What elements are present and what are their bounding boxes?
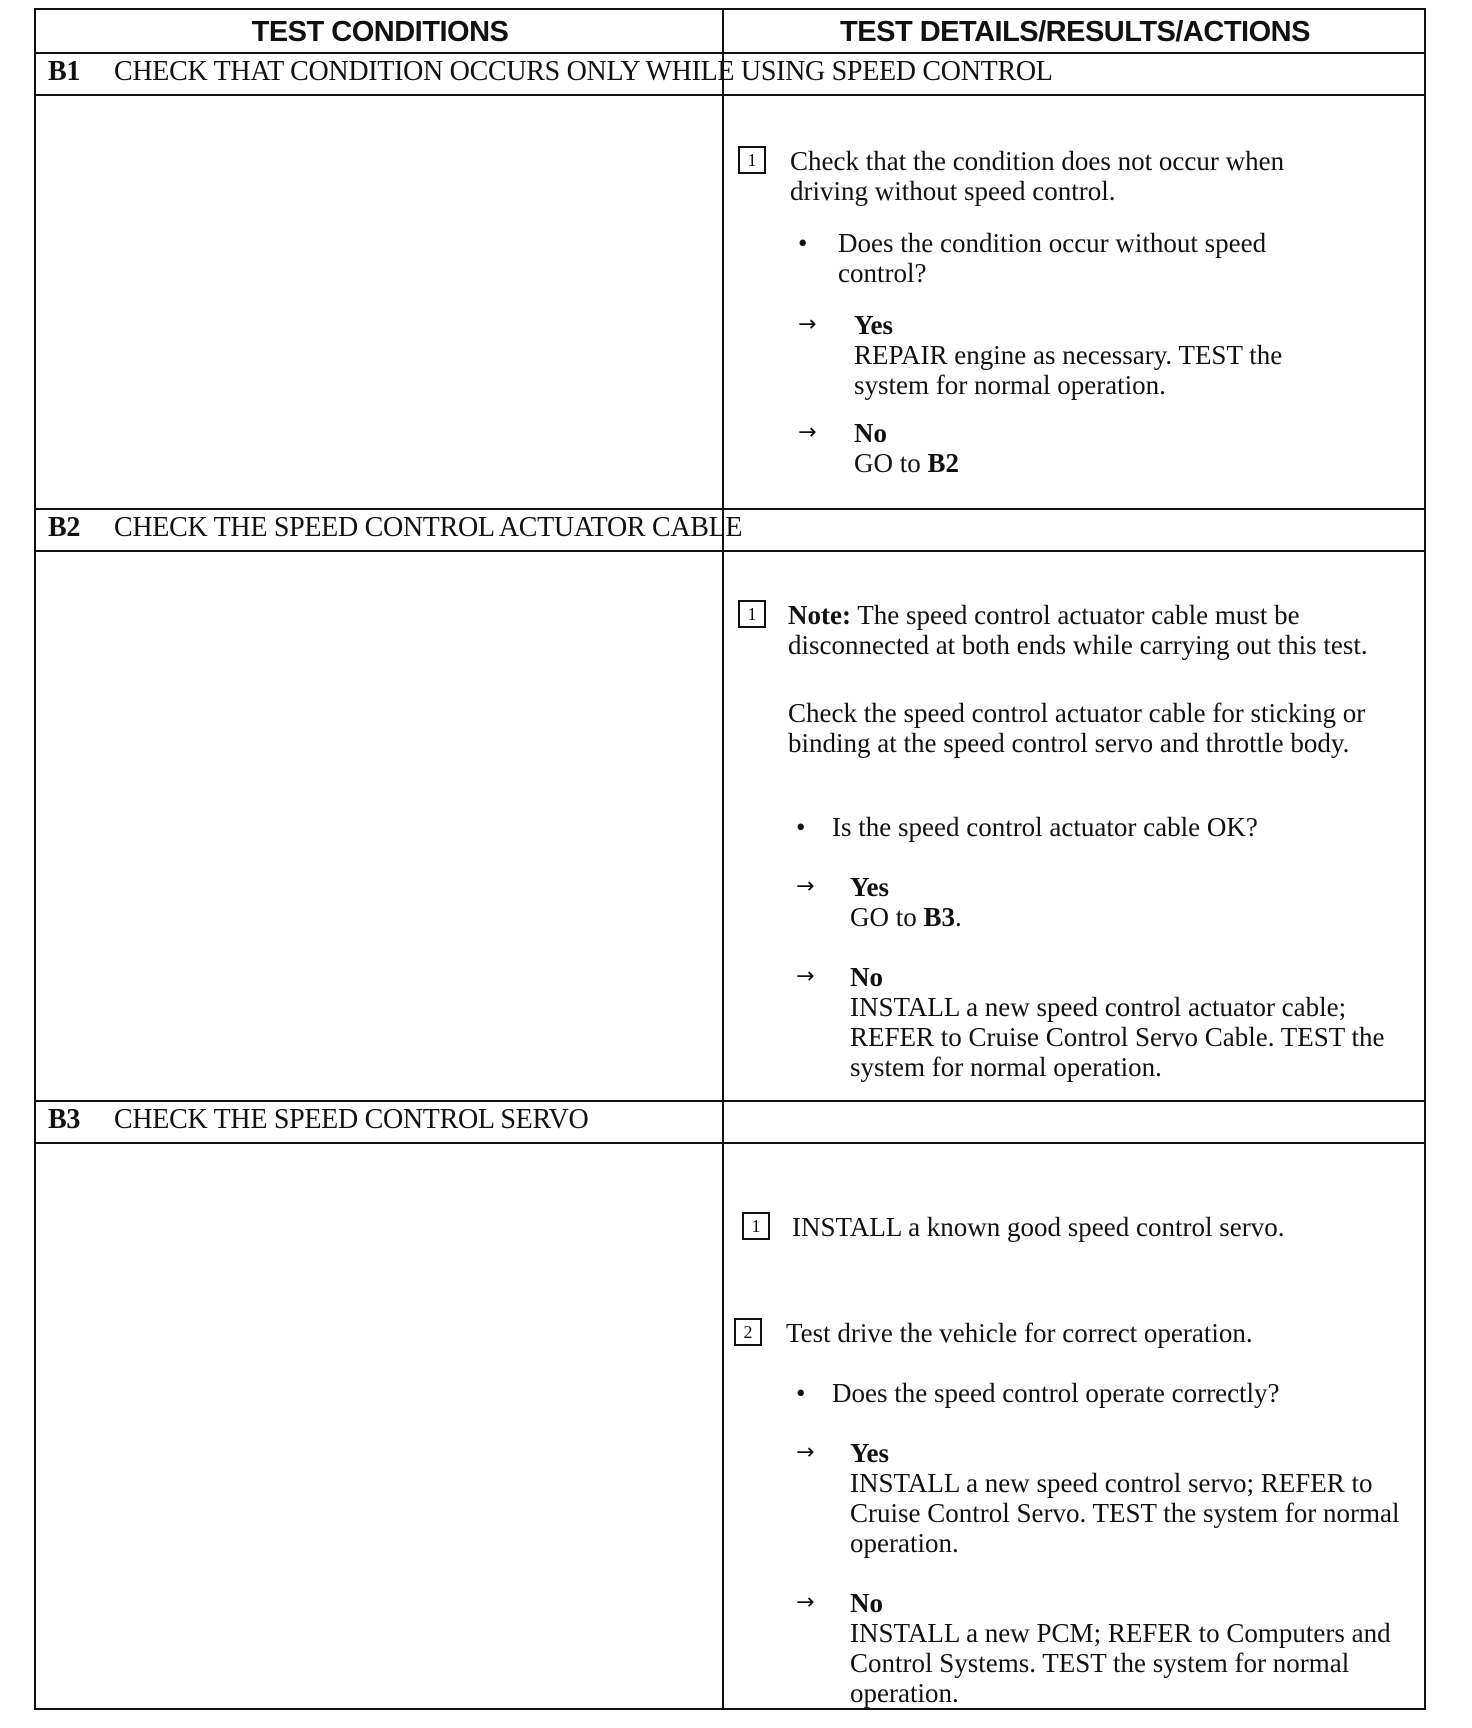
header-test-details: TEST DETAILS/RESULTS/ACTIONS: [840, 16, 1310, 48]
arrow-icon: →: [796, 964, 815, 989]
section-b3-id: B3: [48, 1104, 81, 1135]
no-label: No: [850, 962, 883, 992]
note-label: Note:: [788, 600, 851, 630]
step-number-box: 1: [742, 1212, 770, 1240]
step-number-box: 2: [734, 1318, 762, 1346]
column-divider: [722, 10, 724, 1708]
section-b3-step2-text: Test drive the vehicle for correct operation.: [786, 1318, 1253, 1348]
section-b2-question: Is the speed control actuator cable OK?: [832, 812, 1258, 842]
arrow-icon: →: [798, 312, 817, 337]
section-b1-no-target: B2: [927, 448, 960, 478]
section-b2-title: [48, 510, 742, 546]
arrow-icon: →: [796, 1440, 815, 1465]
section-b1-yes: [854, 310, 1354, 400]
arrow-icon: →: [796, 1590, 815, 1615]
section-b3-body: [726, 1144, 1416, 1708]
section-b2-yes: [850, 872, 1390, 932]
section-b1-yes-action: REPAIR engine as necessary. TEST the system for normal operation.: [854, 340, 1283, 400]
section-b1-no-action: GO to: [854, 448, 921, 478]
section-b3-step1-text: INSTALL a known good speed control servo.: [792, 1212, 1285, 1242]
section-b2-note-text: The speed control actuator cable must be disconnected at both ends while carrying out this test.: [788, 600, 1368, 660]
section-b2-no-action: INSTALL a new speed control actuator cable; REFER to Cruise Control Servo Cable. TEST the system for normal operation.: [850, 992, 1385, 1082]
bullet-icon: •: [798, 228, 808, 258]
section-b2-yes-target: B3: [923, 902, 956, 932]
section-b1-id: B1: [48, 56, 81, 87]
section-b1-title-text: CHECK THAT CONDITION OCCURS ONLY WHILE USING SPEED CONTROL: [114, 56, 1053, 87]
section-b2-yes-action: GO to: [850, 902, 917, 932]
section-b3-title-text: CHECK THE SPEED CONTROL SERVO: [114, 1104, 589, 1135]
step-number-box: 1: [738, 146, 766, 174]
arrow-icon: →: [796, 874, 815, 899]
section-b3-yes-action: INSTALL a new speed control servo; REFER to Cruise Control Servo. TEST the system for normal operation.: [850, 1468, 1400, 1558]
step-number-box: 1: [738, 600, 766, 628]
section-b3-question: Does the speed control operate correctly?: [832, 1378, 1280, 1408]
section-b2-id: B2: [48, 512, 81, 543]
section-b1-no: [854, 418, 1354, 478]
punctuation: .: [955, 902, 962, 932]
section-b2-title-text: CHECK THE SPEED CONTROL ACTUATOR CABLE: [114, 512, 743, 543]
bullet-icon: •: [796, 812, 806, 842]
section-b3-no-action: INSTALL a new PCM; REFER to Computers and Control Systems. TEST the system for normal operation.: [850, 1618, 1391, 1708]
no-label: No: [854, 418, 887, 448]
header-test-conditions: TEST CONDITIONS: [251, 16, 509, 48]
section-b1-title: [48, 54, 1053, 90]
yes-label: Yes: [854, 310, 893, 340]
section-b1-question: Does the condition occur without speed control?: [838, 228, 1267, 288]
section-b2-no: [850, 962, 1410, 1082]
arrow-icon: →: [798, 420, 817, 445]
no-label: No: [850, 1588, 883, 1618]
section-b1-step1-text: Check that the condition does not occur when driving without speed control.: [790, 146, 1285, 206]
yes-label: Yes: [850, 1438, 889, 1468]
yes-label: Yes: [850, 872, 889, 902]
section-b3-title: [48, 1102, 588, 1138]
section-b2-body: [726, 552, 1416, 1092]
bullet-icon: •: [796, 1378, 806, 1408]
section-b3-no: [850, 1588, 1410, 1708]
section-b3-yes: [850, 1438, 1410, 1558]
section-b2-step1-text: Check the speed control actuator cable for sticking or binding at the speed control servo and throttle body.: [788, 698, 1366, 758]
section-b2-note: [788, 600, 1388, 660]
section-b1-body: [726, 96, 1416, 516]
diagnostic-table: [34, 8, 1426, 1710]
